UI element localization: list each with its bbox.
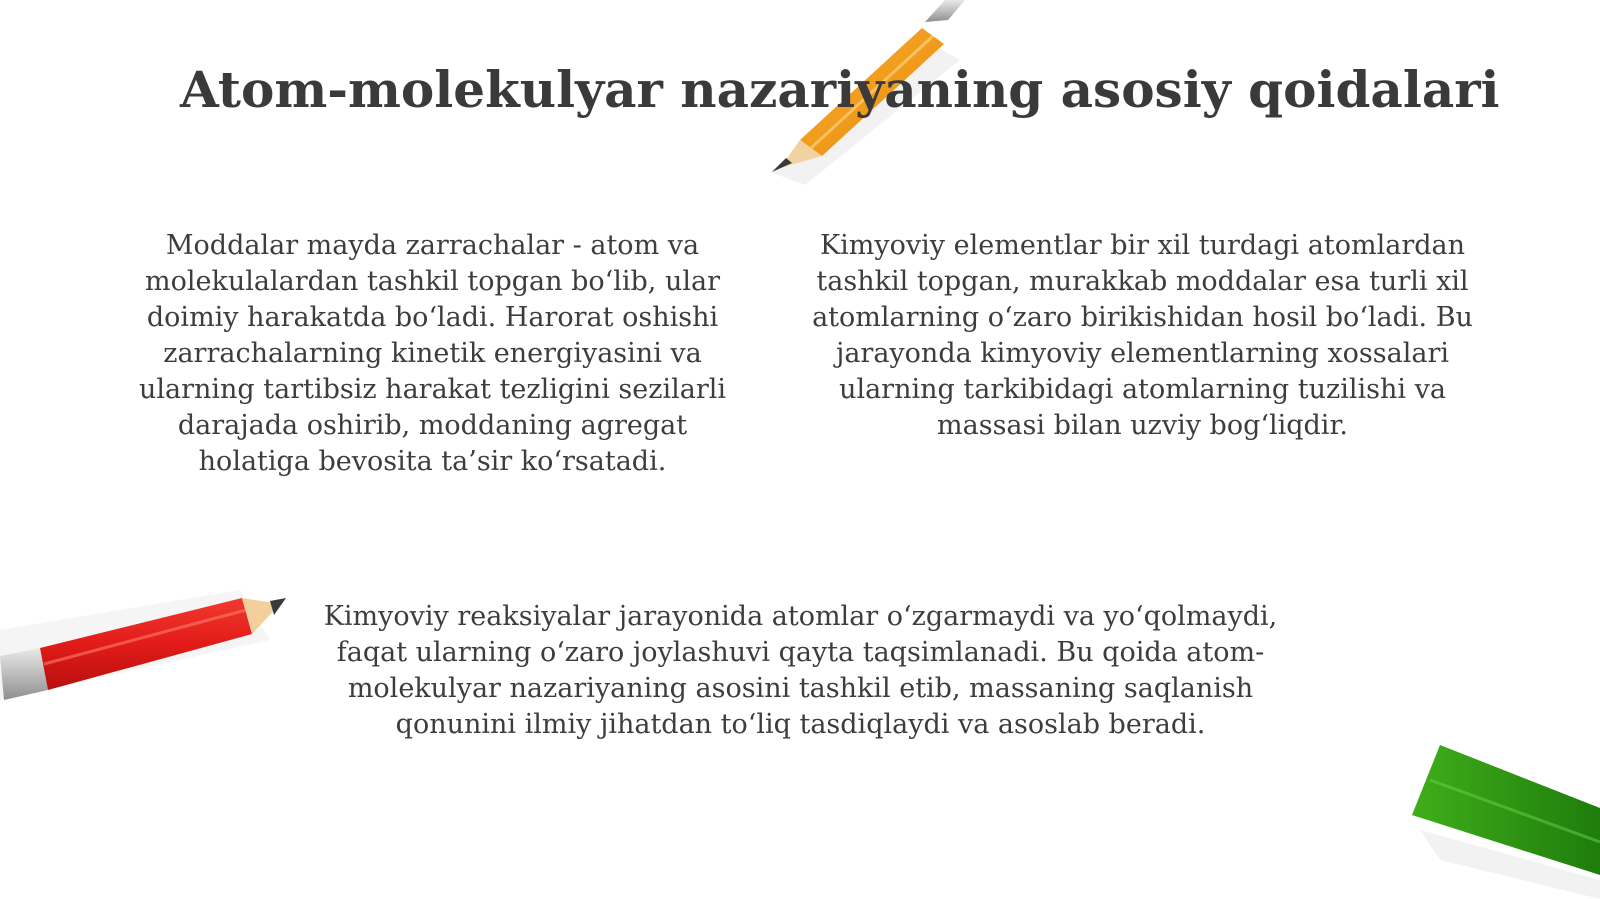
paragraph-right: Kimyoviy elementlar bir xil turdagi atomlardan tashkil topgan, murakkab moddalar esa turli xil atomlarning o‘zaro birikishidan hosil bo‘ladi. Bu jarayonda kimyoviy elementlarning xossalari ularning tarkibidagi atomlarning tuzilishi va massasi bilan uzviy bog‘liqdir. <box>812 230 1473 441</box>
red-pencil-icon <box>0 590 286 700</box>
slide-title: Atom-molekulyar nazariyaning asosiy qoidalari <box>180 60 1500 119</box>
paragraph-bottom: Kimyoviy reaksiyalar jarayonida atomlar o‘zgarmaydi va yo‘qolmaydi, faqat ularning o‘zaro joylashuvi qayta taqsimlanadi. Bu qoida atom-molekulyar nazariyaning asosini tashkil etib, massaning saqlanish qonunini ilmiy jihatdan to‘liq tasdiqlaydi va asoslab beradi. <box>323 601 1278 740</box>
paragraph-left: Moddalar mayda zarrachalar - atom va molekulalardan tashkil topgan bo‘lib, ular doimiy harakatda bo‘ladi. Harorat oshishi zarrachalarning kinetik energiyasini va ularning tartibsiz harakat tezligini sezilarli darajada oshirib, moddaning agregat holatiga bevosita ta’sir ko‘rsatadi. <box>138 230 727 477</box>
green-pencil-icon <box>1412 745 1600 899</box>
